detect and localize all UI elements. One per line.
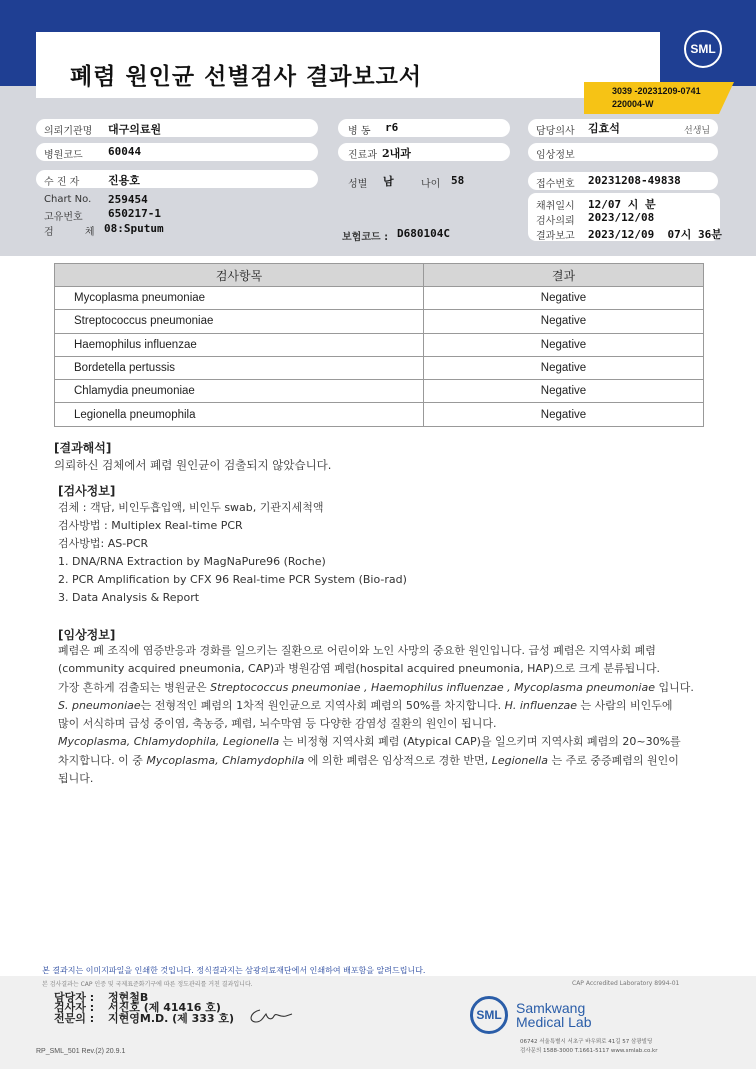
dept-value: 2내과 <box>382 147 411 160</box>
doctor-value: 김효석 <box>588 122 620 135</box>
test-info-line: 검사방법: AS-PCR <box>58 537 149 550</box>
footer-fine-print: 본 검사결과는 CAP 인증 및 국제표준화기구에 따른 정도관리를 거친 결과입니다. <box>42 981 253 988</box>
sex-label: 성별 <box>348 179 368 190</box>
request-value: 2023/12/08 <box>588 211 655 224</box>
table-row <box>55 356 704 379</box>
sex-value: 남 <box>383 175 394 188</box>
doctor-label: 담당의사 <box>536 126 575 137</box>
report-label: 결과보고 <box>536 231 575 242</box>
sig3-label: 전문의 : <box>54 1012 95 1025</box>
specimen-value: 08:Sputum <box>104 222 164 235</box>
sig1-label: 담당자 : <box>54 991 95 1004</box>
page-title: 폐렴 원인균 선별검사 결과보고서 <box>70 64 423 90</box>
sig3-value: 지현영M.D. (제 333 호) <box>108 1012 235 1025</box>
result-cell: Negative <box>424 333 704 356</box>
item-cell: Streptococcus pneumoniae <box>55 310 424 333</box>
item-cell: Chlamydia pneumoniae <box>55 380 424 403</box>
clinical-line: 차지합니다. 이 중 Mycoplasma, Chlamydophila 에 의한 폐렴은 임상적으로 경한 반면, Legionella 는 주로 중증폐렴의 원인이 <box>58 753 679 767</box>
item-cell: Bordetella pertussis <box>55 356 424 379</box>
insurance-value: D680104C <box>397 227 450 240</box>
cap-accreditation: CAP Accredited Laboratory 8994-01 <box>572 980 680 987</box>
clinical-line: S. pneumoniae는 전형적인 폐렴의 1차적 원인균으로 지역사회 폐렴의 50%를 차지합니다. H. influenzae 는 사람의 비인두에 <box>58 698 673 712</box>
test-info-line: 1. DNA/RNA Extraction by MagNaPure96 (Roche) <box>58 555 326 568</box>
clinical-line: (community acquired pneumonia, CAP)과 병원감염 폐렴(hospital acquired pneumonia, HAP)으로 크게 분류됩니다. <box>58 662 660 676</box>
test-info-line: 검사방법 : Multiplex Real-time PCR <box>58 519 243 532</box>
clinical-text <box>58 642 708 788</box>
ribbon-line2: 220004-W <box>612 99 654 109</box>
result-cell: Negative <box>424 356 704 379</box>
test-info-heading: [검사정보] <box>58 484 116 498</box>
table-row <box>55 310 704 333</box>
chart-label: Chart No. <box>44 194 92 205</box>
sml-logo: SML <box>684 30 722 68</box>
item-cell: Mycoplasma pneumoniae <box>55 287 424 310</box>
result-cell: Negative <box>424 287 704 310</box>
institution-label: 의뢰기관명 <box>44 126 93 137</box>
id-label: 고유번호 <box>44 212 83 223</box>
request-label: 검사의뢰 <box>536 216 575 227</box>
collect-label: 채취일시 <box>536 201 575 212</box>
result-cell: Negative <box>424 380 704 403</box>
item-cell: Legionella pneumophila <box>55 403 424 426</box>
lab-name2: Medical Lab <box>516 1014 592 1030</box>
item-cell: Haemophilus influenzae <box>55 333 424 356</box>
id-value: 650217-1 <box>108 207 161 220</box>
col-header-result: 결과 <box>424 264 704 287</box>
chart-value: 259454 <box>108 193 148 206</box>
interpretation-text: 의뢰하신 검체에서 폐렴 원인균이 검출되지 않았습니다. <box>54 458 332 472</box>
test-info-list <box>58 499 407 607</box>
test-info-line: 2. PCR Amplification by CFX 96 Real-time PCR System (Bio-rad) <box>58 573 407 586</box>
patient-value: 진용호 <box>108 174 140 187</box>
clinical-line: 됩니다. <box>58 772 94 786</box>
dept-label: 진료과 <box>348 150 377 161</box>
specimen-label: 검 체 <box>44 227 109 238</box>
hospital-code-value: 60044 <box>108 145 142 158</box>
clinical-info-label: 임상정보 <box>536 150 575 161</box>
interpretation-heading: [결과해석] <box>54 441 112 455</box>
institution-value: 대구의료원 <box>108 123 162 136</box>
lab-phone: 검사문의 1588-3000 T.1661-5117 www.smlab.co.kr <box>520 1048 658 1054</box>
receipt-label: 접수번호 <box>536 179 575 190</box>
hospital-code-label: 병원코드 <box>44 150 83 161</box>
insurance-label: 보험코드 : <box>342 232 389 243</box>
sig2-value: 서진호 (제 41416 호) <box>108 1001 221 1014</box>
age-label: 나이 <box>421 179 441 190</box>
sig2-label: 검사자 : <box>54 1001 95 1014</box>
ward-label: 병 동 <box>348 126 371 137</box>
col-header-item: 검사항목 <box>55 264 424 287</box>
results-table <box>54 263 704 427</box>
sig1-value: 정현철B <box>108 991 149 1004</box>
result-cell: Negative <box>424 310 704 333</box>
footer-notice: 본 결과지는 이미지파일을 인쇄한 것입니다. 정식결과지는 삼광의료재단에서 인쇄하여 배포함을 알려드립니다. <box>42 966 426 975</box>
lab-address: 06742 서울특별시 서초구 바우뫼로 41길 57 삼광빌딩 <box>520 1039 653 1045</box>
test-info-line: 검체 : 객담, 비인두흡입액, 비인두 swab, 기관지세척액 <box>58 501 324 514</box>
ribbon-line1: 3039 -20231209-0741 <box>612 86 701 96</box>
signature-mark <box>246 1004 296 1026</box>
collect-value: 12/07 시 분 <box>588 198 656 211</box>
form-code: RP_SML_501 Rev.(2) 20.9.1 <box>36 1048 126 1055</box>
clinical-line: 폐렴은 폐 조직에 염증반응과 경화를 일으키는 질환으로 어린이와 노인 사망의 중요한 원인입니다. 급성 폐렴은 지역사회 폐렴 <box>58 644 656 657</box>
clinical-heading: [임상정보] <box>58 628 116 642</box>
receipt-value: 20231208-49838 <box>588 174 681 187</box>
clinical-line: 많이 서식하며 급성 중이염, 축농증, 폐렴, 뇌수막염 등 다양한 감염성 질환의 원인이 됩니다. <box>58 717 497 731</box>
table-row <box>55 333 704 356</box>
ward-value: r6 <box>385 121 399 134</box>
lab-name1: Samkwang <box>516 1000 586 1016</box>
report-value: 2023/12/09 07시 36분 <box>588 228 722 241</box>
results-header-row <box>55 264 704 287</box>
clinical-line: Mycoplasma, Chlamydophila, Legionella 는 비정형 지역사회 폐렴 (Atypical CAP)을 일으키며 지역사회 폐렴의 20~30%를 <box>58 735 681 749</box>
table-row <box>55 287 704 310</box>
lab-logo-icon: SML <box>470 996 508 1034</box>
test-info-line: 3. Data Analysis & Report <box>58 591 200 604</box>
result-cell: Negative <box>424 403 704 426</box>
age-value: 58 <box>451 174 465 187</box>
doctor-suffix: 선생님 <box>684 126 711 136</box>
table-row <box>55 380 704 403</box>
patient-label: 수 진 자 <box>44 177 80 188</box>
clinical-line: 가장 흔하게 검출되는 병원균은 Streptococcus pneumoniae , Haemophilus influenzae , Mycoplasma pneumoniae 입니다. <box>58 680 694 694</box>
table-row <box>55 403 704 426</box>
